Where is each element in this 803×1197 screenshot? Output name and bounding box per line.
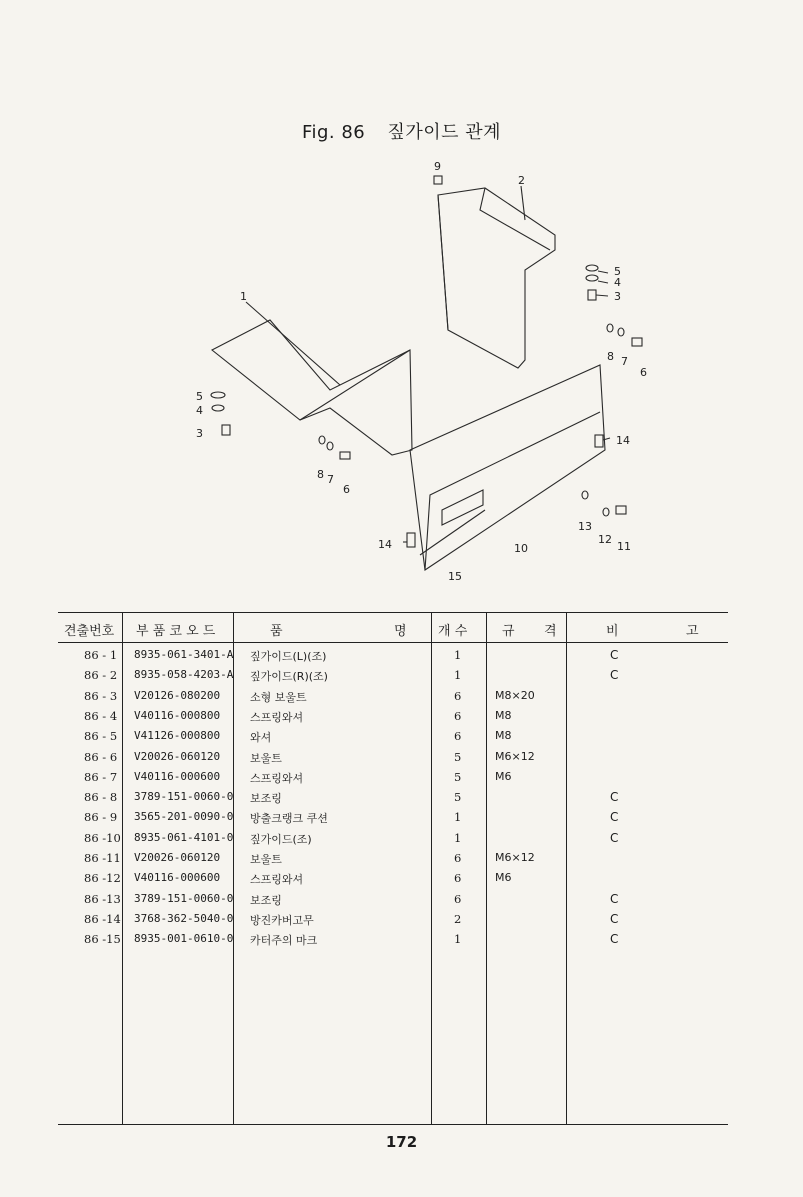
row-spec: M8	[495, 708, 512, 722]
row-item-no: 86 - 9	[84, 810, 118, 825]
callout-3: 3	[614, 290, 621, 303]
row-item-no: 86 - 8	[84, 790, 118, 805]
callout-3-left: 3	[196, 427, 203, 440]
table-row	[58, 808, 728, 828]
header-part-code: 부 품 코 오 드	[136, 624, 216, 639]
table-row	[58, 646, 728, 666]
row-item-no: 86 -15	[84, 932, 121, 947]
row-quantity: 6	[454, 871, 462, 886]
row-quantity: 1	[454, 830, 462, 845]
header-remark-2: 고	[686, 624, 699, 639]
callout-14-left: 14	[378, 538, 392, 551]
callout-15: 15	[448, 570, 462, 580]
table-row	[58, 727, 728, 747]
table-row	[58, 788, 728, 808]
callout-2: 2	[518, 174, 525, 187]
row-part-code: V20126-080200	[134, 688, 221, 702]
row-part-name: 소형 보울트	[250, 690, 307, 704]
callout-1: 1	[240, 290, 247, 303]
table-row	[58, 748, 728, 768]
bottom-rule	[58, 1124, 728, 1125]
table-row	[58, 849, 728, 869]
page-number: 172	[385, 1133, 418, 1151]
row-part-code: 8935-061-3401-A	[134, 648, 234, 661]
row-spec: M8×20	[495, 688, 535, 702]
row-part-name: 스프링와셔	[250, 710, 304, 724]
row-part-code: 3565-201-0090-0	[134, 810, 234, 824]
row-remark: C	[610, 830, 619, 845]
row-item-no: 86 - 6	[84, 749, 118, 764]
row-item-no: 86 - 3	[84, 688, 118, 703]
row-quantity: 6	[454, 851, 462, 865]
table-row	[58, 890, 728, 910]
row-part-code: V20026-060120	[134, 851, 221, 864]
row-quantity: 1	[454, 810, 462, 825]
row-part-code: 3789-151-0060-0	[134, 891, 234, 905]
row-item-no: 86 -10	[84, 830, 121, 845]
callout-10: 10	[514, 542, 528, 555]
row-quantity: 5	[454, 749, 462, 764]
figure-title	[0, 118, 803, 144]
row-remark: C	[610, 891, 619, 906]
row-part-name: 짚가이드(조)	[250, 832, 312, 846]
callout-6-left: 6	[343, 483, 350, 496]
table-row	[58, 687, 728, 707]
row-quantity: 2	[454, 911, 462, 926]
part-10-shape	[410, 365, 605, 570]
row-spec: M6	[495, 871, 512, 885]
callout-9: 9	[434, 160, 441, 173]
callout-5: 5	[614, 265, 621, 278]
header-remark-1: 비	[606, 624, 619, 639]
diagram-drawing	[180, 150, 660, 580]
figure-subject: 짚가이드 관계	[387, 122, 502, 143]
row-part-code: 8935-061-4101-0	[134, 830, 234, 844]
row-part-code: V20026-060120	[134, 749, 221, 763]
table-row	[58, 829, 728, 849]
row-part-name: 보울트	[250, 751, 282, 765]
row-part-code: 3768-362-5040-0	[134, 911, 234, 925]
table-row	[58, 768, 728, 788]
row-quantity: 6	[454, 891, 462, 906]
header-spec-1: 규	[502, 624, 515, 639]
row-item-no: 86 - 1	[84, 648, 118, 662]
row-part-name: 보조링	[250, 792, 282, 806]
row-item-no: 86 - 4	[84, 708, 118, 723]
row-quantity: 1	[454, 648, 462, 662]
row-part-code: 8935-058-4203-A	[134, 668, 234, 682]
header-item-no: 견출번호	[64, 624, 115, 639]
parts-table	[58, 612, 728, 1124]
row-part-name: 방출크랭크 쿠션	[250, 812, 328, 826]
callout-4-left: 4	[196, 404, 203, 417]
table-header	[58, 612, 728, 642]
part-1-shape	[212, 320, 412, 455]
row-quantity: 6	[454, 708, 462, 723]
callout-4: 4	[614, 276, 621, 289]
row-part-name: 짚가이드(L)(조)	[250, 650, 327, 663]
callout-7-left: 7	[327, 473, 334, 486]
row-spec: M6×12	[495, 851, 535, 864]
row-item-no: 86 -12	[84, 871, 121, 886]
callout-7: 7	[621, 355, 628, 368]
row-spec: M6	[495, 769, 512, 783]
row-part-name: 보울트	[250, 853, 282, 866]
callout-13: 13	[578, 520, 592, 533]
row-part-code: 8935-001-0610-0	[134, 932, 234, 946]
header-spec-2: 격	[544, 624, 557, 639]
row-quantity: 6	[454, 688, 462, 703]
row-item-no: 86 - 7	[84, 769, 118, 784]
row-spec: M6×12	[495, 749, 535, 763]
row-part-name: 보조링	[250, 893, 282, 907]
row-quantity: 5	[454, 790, 462, 805]
row-part-code: V41126-000800	[134, 729, 221, 743]
callout-5-left: 5	[196, 390, 203, 403]
row-part-code: V40116-000600	[134, 871, 221, 885]
row-part-name: 와셔	[250, 731, 272, 745]
row-part-name: 스프링와셔	[250, 771, 304, 785]
table-row	[58, 666, 728, 686]
row-remark: C	[610, 911, 619, 926]
table-row	[58, 930, 728, 950]
callout-11: 11	[617, 540, 631, 553]
row-remark: C	[610, 810, 619, 825]
callout-12: 12	[598, 533, 612, 546]
table-row	[58, 869, 728, 889]
row-remark: C	[610, 648, 619, 662]
row-item-no: 86 - 2	[84, 668, 118, 683]
row-item-no: 86 - 5	[84, 729, 118, 744]
header-name-2: 명	[394, 624, 407, 639]
callout-8-left: 8	[317, 468, 324, 481]
row-item-no: 86 -11	[84, 851, 121, 865]
header-qty: 개 수	[438, 624, 468, 639]
row-remark: C	[610, 790, 619, 805]
row-item-no: 86 -13	[84, 891, 121, 906]
row-part-name: 스프링와셔	[250, 873, 304, 887]
row-quantity: 6	[454, 729, 462, 744]
row-quantity: 5	[454, 769, 462, 784]
row-part-code: V40116-000800	[134, 708, 221, 722]
header-name-1: 품	[270, 624, 283, 639]
row-part-name: 카터주의 마크	[250, 934, 318, 948]
row-remark: C	[610, 668, 619, 683]
row-part-name: 짚가이드(R)(조)	[250, 670, 328, 684]
row-quantity: 1	[454, 932, 462, 947]
row-spec: M8	[495, 729, 512, 743]
row-remark: C	[610, 932, 619, 947]
callout-6: 6	[640, 366, 647, 379]
table-header-rule	[58, 642, 728, 643]
callout-14-right: 14	[616, 434, 630, 447]
row-item-no: 86 -14	[84, 911, 121, 926]
callout-8: 8	[607, 350, 614, 363]
row-part-code: V40116-000600	[134, 769, 221, 783]
row-quantity: 1	[454, 668, 462, 683]
row-part-name: 방진카버고무	[250, 913, 314, 927]
table-row	[58, 910, 728, 930]
exploded-parts-diagram	[180, 150, 660, 580]
part-2-shape	[438, 188, 555, 368]
table-row	[58, 707, 728, 727]
figure-number: Fig. 86	[301, 122, 366, 143]
row-part-code: 3789-151-0060-0	[134, 790, 234, 804]
